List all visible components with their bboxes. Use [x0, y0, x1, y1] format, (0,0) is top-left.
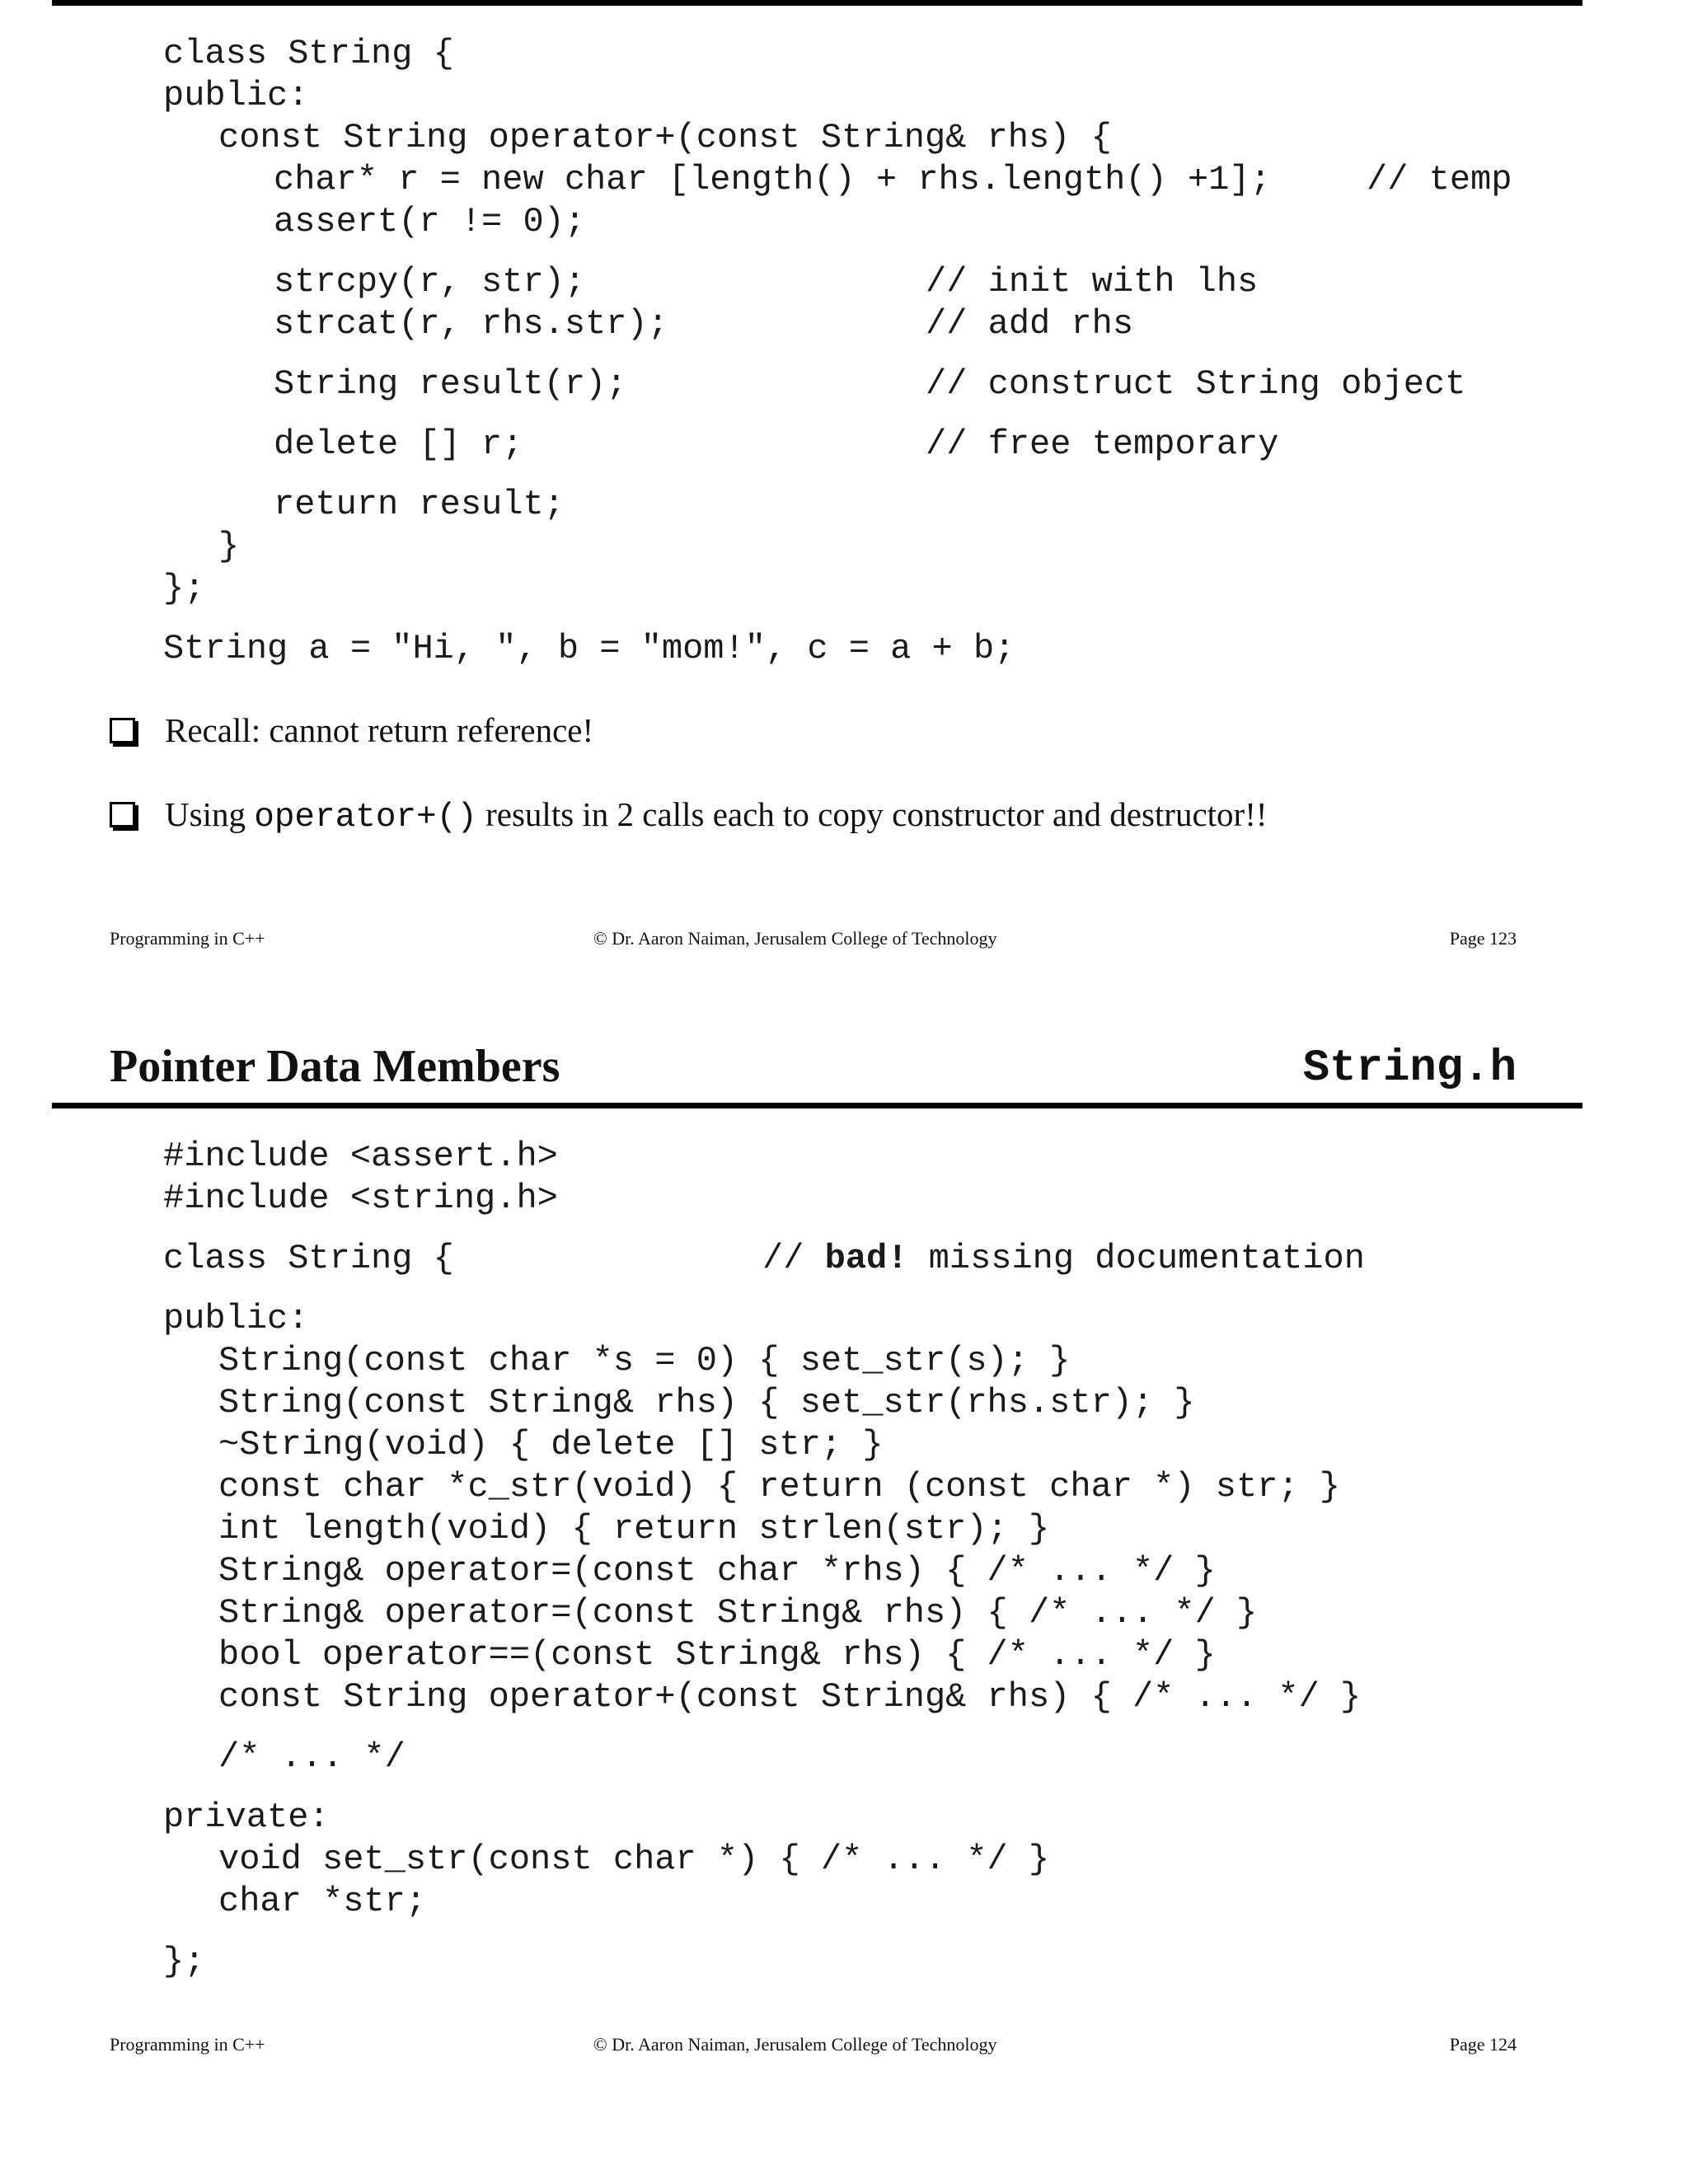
code-line: [163, 1466, 1361, 1508]
code-line: [163, 363, 1466, 405]
code-line: [163, 117, 1271, 159]
bullet-text-pre: Using: [165, 795, 255, 833]
code-text: assert(r != 0);: [274, 202, 586, 241]
code-text: /* ... */: [218, 1737, 406, 1777]
footer-center-page-124: © Dr. Aaron Naiman, Jerusalem College of Technology: [593, 2034, 997, 2055]
code-line: [163, 159, 1512, 201]
code-text: strcpy(r, str);: [274, 262, 586, 302]
code-line: [163, 1839, 1361, 1881]
bullet-code: operator+(): [254, 799, 477, 837]
code-line: [163, 1340, 1361, 1382]
code-line: [163, 1136, 1361, 1178]
code-line: [163, 424, 1279, 466]
code-gap: [163, 610, 1271, 628]
code-text: }: [218, 527, 240, 566]
code-line: [163, 1298, 1361, 1340]
code-gap: [163, 1779, 1361, 1797]
page-title: Pointer Data Members: [110, 1041, 560, 1092]
code-line: [163, 1238, 1365, 1280]
code-text: String(const String& rhs) { set_str(rhs.str); }: [218, 1383, 1195, 1422]
code-comment: // temp: [1367, 160, 1512, 199]
bad-comment-prefix: //: [762, 1239, 825, 1278]
code-line: [163, 261, 1271, 303]
bullet-operator-plus: [110, 794, 1268, 837]
bullet-text-post: results in 2 calls each to copy constructor and destructor!!: [476, 795, 1268, 833]
code-text: class String {: [163, 1239, 454, 1278]
code-gap: [163, 345, 1271, 363]
code-line: [163, 628, 1271, 670]
code-line: [163, 75, 1271, 117]
code-line: [163, 303, 1271, 345]
code-line: [163, 526, 1271, 568]
top-rule-page-123: [52, 0, 1582, 6]
code-text: void set_str(const char *) { /* ... */ }: [218, 1840, 1050, 1879]
code-line: [163, 484, 1271, 526]
footer-left-page-124: Programming in C++: [110, 2034, 265, 2055]
code-comment: // init with lhs: [926, 262, 1259, 302]
code-gap: [163, 1220, 1361, 1238]
code-line: [163, 1592, 1361, 1634]
code-comment: // construct String object: [926, 364, 1466, 404]
code-text: private:: [163, 1797, 330, 1837]
code-text: strcat(r, rhs.str);: [274, 304, 668, 344]
code-text: char *str;: [218, 1882, 427, 1921]
bullet-recall: [110, 710, 593, 750]
code-gap: [163, 1718, 1361, 1736]
code-text: char* r = new char [length() + rhs.length() +1];: [274, 160, 1271, 199]
code-line: [163, 568, 1271, 610]
code-line: [163, 1178, 1361, 1220]
code-comment: // free temporary: [926, 424, 1279, 464]
code-line: [163, 1676, 1361, 1718]
code-line: [163, 1508, 1361, 1550]
checkbox-bullet-icon: [110, 718, 135, 743]
code-text: };: [163, 569, 205, 608]
footer-left-page-123: Programming in C++: [110, 928, 265, 949]
footer-center-page-123: © Dr. Aaron Naiman, Jerusalem College of Technology: [593, 928, 997, 949]
code-text: const char *c_str(void) { return (const char *) str; }: [218, 1467, 1341, 1507]
code-line: [163, 1881, 1361, 1923]
code-text: const String operator+(const String& rhs) {: [218, 118, 1112, 157]
code-gap: [163, 466, 1271, 484]
code-line: [163, 1634, 1361, 1676]
code-line: [163, 1941, 1361, 1983]
footer-right-page-124: Page 124: [1449, 2034, 1517, 2055]
code-text: public:: [163, 1299, 309, 1338]
code-text: class String {: [163, 34, 454, 73]
page-file-name: String.h: [1302, 1043, 1517, 1094]
code-gap: [163, 405, 1271, 424]
code-text: String& operator=(const String& rhs) { /* ... */ }: [218, 1593, 1258, 1633]
code-line: [163, 1382, 1361, 1424]
code-line: [163, 33, 1271, 75]
code-text: String result(r);: [274, 364, 627, 404]
code-text: #include <assert.h>: [163, 1137, 558, 1176]
code-line: [163, 1797, 1361, 1839]
code-text: return result;: [274, 485, 565, 524]
code-line: [163, 1424, 1361, 1466]
title-rule-page-124: [52, 1103, 1582, 1108]
code-text: };: [163, 1942, 205, 1981]
code-gap: [163, 243, 1271, 261]
code-text: ~String(void) { delete [] str; }: [218, 1425, 884, 1465]
code-text: String(const char *s = 0) { set_str(s); }: [218, 1341, 1071, 1380]
code-text: #include <string.h>: [163, 1179, 558, 1218]
code-line: [163, 1736, 1361, 1779]
code-text: delete [] r;: [274, 424, 523, 464]
code-comment: // add rhs: [926, 304, 1134, 344]
code-text: String& operator=(const char *rhs) { /* ... */ }: [218, 1551, 1216, 1591]
code-block-page-123: [163, 33, 1512, 670]
code-text: public:: [163, 76, 309, 115]
bad-comment: [762, 1238, 1365, 1280]
code-text: int length(void) { return strlen(str); }: [218, 1509, 1050, 1549]
code-text: const String operator+(const String& rhs) { /* ... */ }: [218, 1677, 1362, 1717]
code-gap: [163, 1923, 1361, 1941]
code-block-page-124: [163, 1136, 1365, 1983]
code-text: String a = "Hi, ", b = "mom!", c = a + b;: [163, 629, 1015, 668]
footer-right-page-123: Page 123: [1449, 928, 1517, 949]
checkbox-bullet-icon: [110, 802, 135, 827]
bad-comment-bold: bad!: [824, 1239, 908, 1278]
code-line: [163, 1550, 1361, 1592]
code-line: [163, 201, 1271, 243]
bullet-recall-text: Recall: cannot return reference!: [165, 711, 594, 749]
code-text: bool operator==(const String& rhs) { /* ... */ }: [218, 1635, 1216, 1675]
code-gap: [163, 1280, 1361, 1298]
bad-comment-rest: missing documentation: [907, 1239, 1365, 1278]
